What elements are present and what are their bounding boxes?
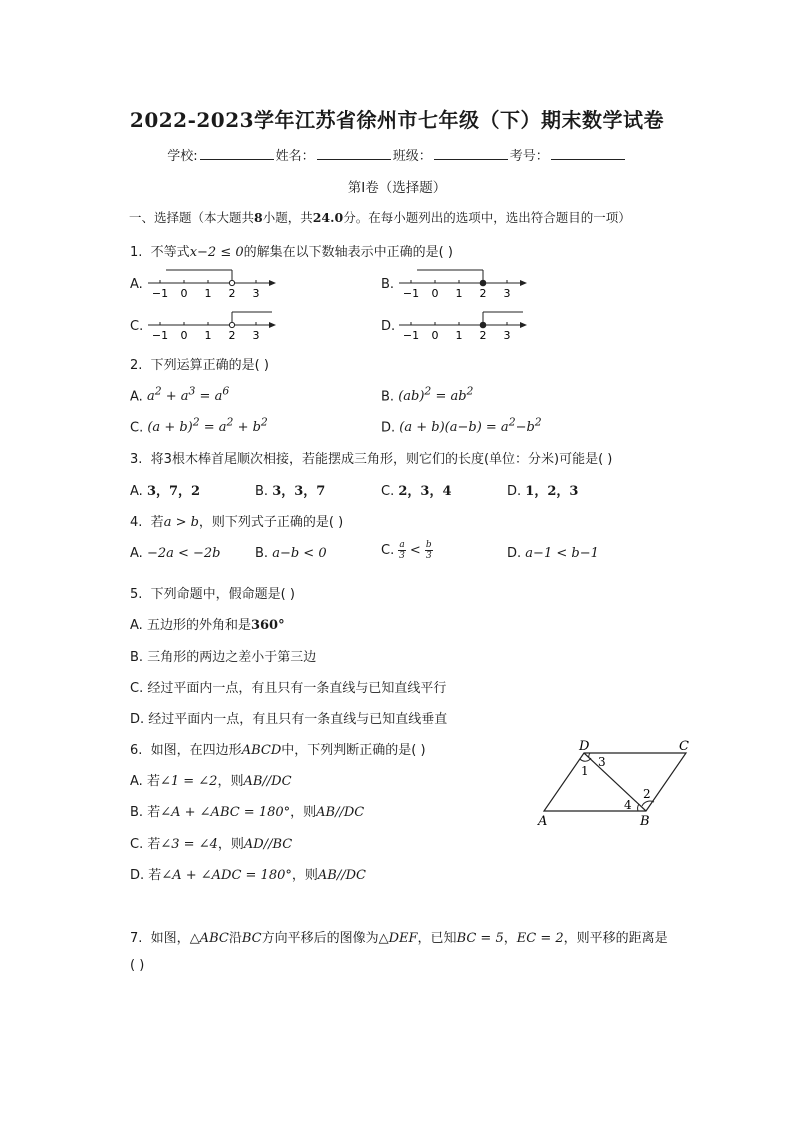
student-info-row xyxy=(0,145,794,164)
angle-2-arc xyxy=(642,801,654,806)
q4-post: ，则下列式子正确的是( ) xyxy=(198,515,344,530)
q2-number: 2. xyxy=(130,358,143,373)
class-label: 班级： xyxy=(392,149,432,164)
q3-option-b[interactable] xyxy=(255,480,325,499)
q4-condition: a > b xyxy=(163,515,199,530)
q4-option-d[interactable] xyxy=(507,546,599,561)
tick-label: 2 xyxy=(228,329,236,342)
question-4 xyxy=(130,511,343,530)
exam-no-label: 考号： xyxy=(509,149,549,164)
q4-option-c[interactable]: C. $\frac{a}{3}$ < $\frac{b}{3}$ xyxy=(381,540,432,561)
q2-stem: 下列运算正确的是( ) xyxy=(150,358,269,373)
q5-stem: 下列命题中，假命题是( ) xyxy=(150,587,295,602)
q6-post: 中，下列判断正确的是( ) xyxy=(281,743,426,758)
option-label: A. xyxy=(130,389,143,405)
option-text: 经过平面内一点，有且只有一条直线与已知直线垂直 xyxy=(148,712,448,727)
option-value: a−b < 0 xyxy=(272,546,327,561)
angle-4-label: 4 xyxy=(624,798,632,812)
q1-option-a-label: A. xyxy=(130,277,143,292)
vertex-b-label: B xyxy=(640,814,650,829)
q1-option-a-numberline[interactable] xyxy=(148,266,280,300)
option-label: B. xyxy=(381,389,395,405)
option-label: C. xyxy=(381,543,395,558)
option-value: 1，2，3 xyxy=(525,484,579,499)
option-label: C. xyxy=(381,484,395,499)
q6-option-a[interactable]: A. 若∠1 = ∠2，则AB//DC xyxy=(130,774,292,789)
q3-stem: 将3根木棒首尾顺次相接，若能摆成三角形，则它们的长度(单位：分米)可能是( ) xyxy=(150,452,613,467)
q4-number: 4. xyxy=(130,515,143,530)
angle-1-label: 1 xyxy=(581,764,589,778)
option-label: A. xyxy=(130,484,143,499)
open-point xyxy=(229,322,234,327)
tick-label: 1 xyxy=(455,287,463,300)
tick-label: −1 xyxy=(151,287,169,300)
q3-option-a[interactable] xyxy=(130,480,200,499)
option-label: B. xyxy=(255,546,269,561)
school-label: 学校: xyxy=(167,149,198,164)
angle-2-label: 2 xyxy=(643,787,651,801)
tick-label: 2 xyxy=(228,287,236,300)
question-5 xyxy=(130,583,295,602)
exam-no-blank[interactable] xyxy=(551,147,625,160)
axis-arrow xyxy=(269,322,276,328)
angle-4-arc xyxy=(638,804,639,811)
closed-point xyxy=(480,322,486,328)
tick-label: 1 xyxy=(204,329,212,342)
section-prefix: 一、选择题（本大题共 xyxy=(129,210,255,225)
q3-number: 3. xyxy=(130,452,143,467)
option-text: 经过平面内一点，有且只有一条直线与已知直线平行 xyxy=(147,681,447,696)
q6-number: 6. xyxy=(130,743,143,758)
option-label: D. xyxy=(381,420,396,436)
fraction-a-over-3: $\frac{a}{3}$ xyxy=(399,540,405,561)
q6-parallelogram-figure xyxy=(532,736,702,832)
name-label: 姓名： xyxy=(275,149,315,164)
option-value: −2a < −2b xyxy=(146,546,221,561)
option-label: C. xyxy=(130,837,144,852)
option-value: 3，7，2 xyxy=(146,484,201,499)
option-label: C. xyxy=(130,420,144,436)
tick-label: 1 xyxy=(455,329,463,342)
q5-option-c[interactable] xyxy=(130,677,446,696)
tick-label: 3 xyxy=(503,329,511,342)
name-blank[interactable] xyxy=(317,147,391,160)
q1-option-d-numberline[interactable] xyxy=(399,308,531,342)
q5-number: 5. xyxy=(130,587,143,602)
fraction-b-over-3: $\frac{b}{3}$ xyxy=(425,540,432,561)
q1-option-c-numberline[interactable] xyxy=(148,308,280,342)
tick-label: 2 xyxy=(479,287,487,300)
option-value: 2，3，4 xyxy=(398,484,452,499)
q3-option-d[interactable] xyxy=(507,480,578,499)
tick-label: 3 xyxy=(503,287,511,300)
section-mid: 小题，共 xyxy=(262,210,313,225)
vertex-c-label: C xyxy=(679,739,689,754)
question-1 xyxy=(130,241,453,260)
q6-pre: 如图，在四边形 xyxy=(150,743,242,758)
option-label: A. xyxy=(130,546,143,561)
exam-title: 2022-2023学年江苏省徐州市七年级（下）期末数学试卷 xyxy=(129,108,665,132)
q1-expr: x−2 ≤ 0 xyxy=(189,245,244,260)
section-heading xyxy=(129,208,631,226)
q4-option-a[interactable] xyxy=(130,546,221,561)
axis-arrow xyxy=(520,280,527,286)
option-label: C. xyxy=(130,681,144,696)
axis-arrow xyxy=(520,322,527,328)
section-count: 8 xyxy=(254,210,263,225)
q7-number: 7. xyxy=(130,931,143,946)
tick-label: 3 xyxy=(252,287,260,300)
option-label: D. xyxy=(507,546,522,561)
vertex-a-label: A xyxy=(538,814,548,829)
q4-option-b[interactable] xyxy=(255,546,327,561)
q4-pre: 若 xyxy=(150,515,164,530)
q5-option-b[interactable] xyxy=(130,646,316,665)
option-label: B. xyxy=(130,650,144,665)
closed-point xyxy=(480,280,486,286)
option-label: D. xyxy=(507,484,522,499)
tick-label: −1 xyxy=(151,329,169,342)
option-label: D. xyxy=(130,868,145,883)
option-text: 五边形的外角和是 xyxy=(146,618,251,633)
option-value: a−1 < b−1 xyxy=(525,546,599,561)
q6-shape: ABCD xyxy=(241,743,282,758)
volume-heading: 第I卷（选择题） xyxy=(347,180,447,196)
tick-label: −1 xyxy=(402,287,420,300)
section-points: 24.0 xyxy=(312,210,344,225)
tick-label: 0 xyxy=(431,287,439,300)
axis-arrow xyxy=(269,280,276,286)
q2-option-b[interactable]: B. $(ab)^2 = ab^2$ xyxy=(381,385,474,405)
tick-label: −1 xyxy=(402,329,420,342)
q1-post: 的解集在以下数轴表示中正确的是( ) xyxy=(243,245,453,260)
q2-option-c[interactable]: C. $(a + b)^2 = a^2 + b^2$ xyxy=(130,416,268,436)
option-label: B. xyxy=(130,805,144,820)
q1-number: 1. xyxy=(130,245,143,260)
q2-option-d[interactable]: D. $(a + b)(a-b) = a^2-b^2$ xyxy=(381,416,542,436)
question-7: 7. 如图，△ABC沿BC方向平移后的图像为△DEF，已知BC = 5，EC = 2，则平移的距离是 xyxy=(130,931,668,946)
question-6 xyxy=(130,739,426,758)
q5-option-a[interactable] xyxy=(130,614,285,633)
q1-option-c-label: C. xyxy=(130,319,144,334)
q1-option-b-numberline[interactable] xyxy=(399,266,531,300)
tick-label: 3 xyxy=(252,329,260,342)
q6-option-c[interactable]: C. 若∠3 = ∠4，则AD//BC xyxy=(130,837,293,852)
diagonal-db xyxy=(584,753,646,811)
q6-option-d[interactable]: D. 若∠A + ∠ADC = 180°，则AB//DC xyxy=(130,868,366,883)
tick-label: 0 xyxy=(180,287,188,300)
section-suffix: 分。在每小题列出的选项中，选出符合题目的一项） xyxy=(343,210,631,225)
tick-label: 2 xyxy=(479,329,487,342)
question-3 xyxy=(130,448,612,467)
tick-label: 0 xyxy=(180,329,188,342)
question-7-choice-bracket: ( ) xyxy=(130,958,145,973)
open-point xyxy=(229,280,234,285)
option-value: 360° xyxy=(250,618,285,633)
tick-label: 1 xyxy=(204,287,212,300)
school-blank[interactable] xyxy=(200,147,274,160)
option-label: D. xyxy=(130,712,145,727)
option-value: 3，3，7 xyxy=(272,484,326,499)
q6-option-b[interactable]: B. 若∠A + ∠ABC = 180°，则AB//DC xyxy=(130,805,365,820)
vertex-d-label: D xyxy=(579,739,590,754)
tick-label: 0 xyxy=(431,329,439,342)
question-2 xyxy=(130,354,269,373)
class-blank[interactable] xyxy=(434,147,508,160)
option-label: A. xyxy=(130,774,143,789)
q1-option-b-label: B. xyxy=(381,277,395,292)
option-label: B. xyxy=(255,484,269,499)
angle-3-label: 3 xyxy=(598,755,606,769)
option-text: 三角形的两边之差小于第三边 xyxy=(147,650,317,665)
q3-option-c[interactable] xyxy=(381,480,452,499)
q1-pre: 不等式 xyxy=(150,245,190,260)
q5-option-d[interactable] xyxy=(130,708,447,727)
q2-option-a[interactable]: A. $a^2 + a^3 = a^6$ xyxy=(130,385,230,405)
option-label: A. xyxy=(130,618,143,633)
q1-option-d-label: D. xyxy=(381,319,396,334)
